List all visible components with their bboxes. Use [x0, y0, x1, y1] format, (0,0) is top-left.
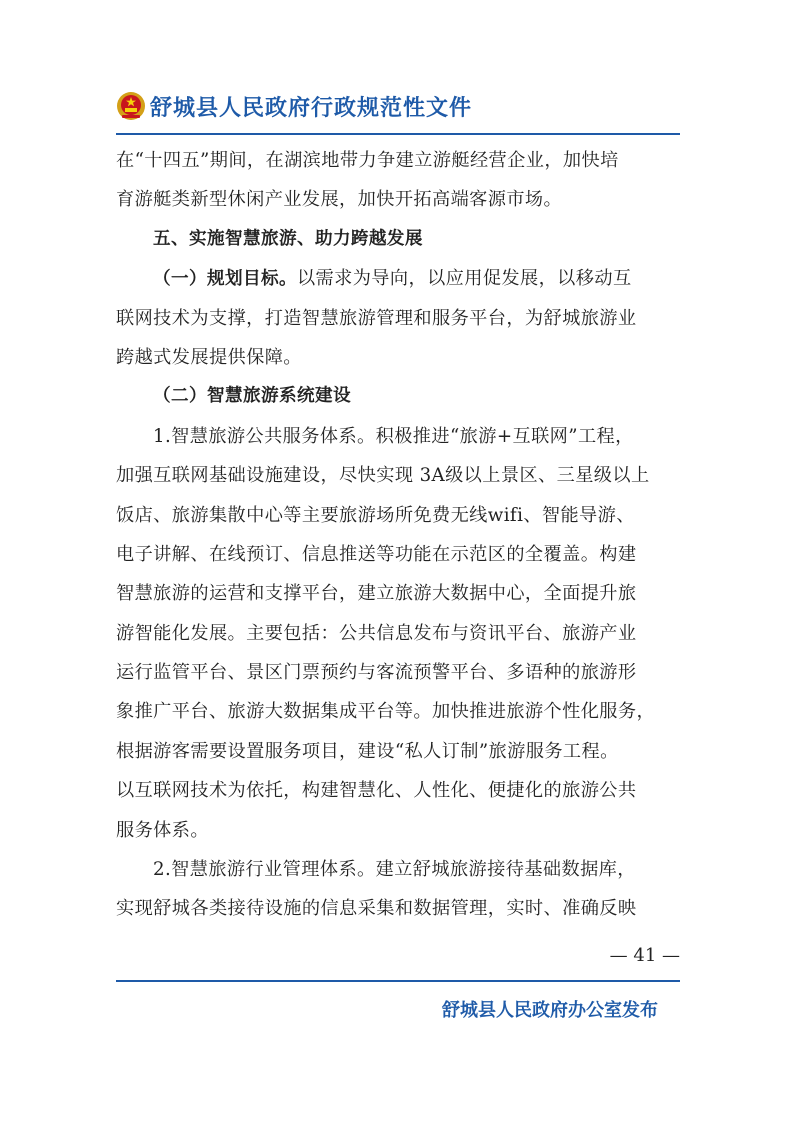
subsection-lead: （一）规划目标。	[153, 269, 297, 290]
subsection-heading: （二）智慧旅游系统建设	[153, 386, 351, 407]
text-line: 加强互联网基础设施建设，尽快实现 3A级以上景区、三星级以上	[116, 465, 650, 487]
header-divider	[116, 133, 680, 135]
document-body	[116, 141, 680, 929]
document-series-title: 舒城县人民政府行政规范性文件	[150, 95, 473, 121]
text-run: 以需求为导向，以应用促发展，以移动互	[296, 268, 632, 290]
text-line: 2.智慧旅游行业管理体系。建立舒城旅游接待基础数据库，	[153, 859, 636, 881]
footer-divider	[116, 980, 680, 982]
text-line: 在“十四五”期间，在湖滨地带力争建立游艇经营企业，加快培	[116, 150, 619, 171]
section-heading: 五、实施智慧旅游、助力跨越发展	[153, 228, 423, 249]
text-line: 1.智慧旅游公共服务体系。积极推进“旅游+互联网”工程，	[153, 425, 634, 447]
page-number: — 41 —	[609, 945, 680, 966]
text-line: 服务体系。	[116, 819, 209, 841]
text-line: 以互联网技术为依托，构建智慧化、人性化、便捷化的旅游公共	[116, 780, 637, 802]
text-line: 根据游客需要设置服务项目，建设“私人订制”旅游服务工程。	[116, 740, 619, 762]
document-header	[116, 86, 472, 126]
text-line: 饭店、旅游集散中心等主要旅游场所免费无线wifi、智能导游、	[116, 504, 635, 526]
text-line: 智慧旅游的运营和支撑平台，建立旅游大数据中心，全面提升旅	[116, 583, 637, 605]
text-line: 运行监管平台、景区门票预约与客流预警平台、多语种的旅游形	[116, 662, 637, 684]
text-line: 实现舒城各类接待设施的信息采集和数据管理，实时、准确反映	[116, 898, 637, 920]
text-line: 跨越式发展提供保障。	[116, 346, 302, 368]
text-line: 游智能化发展。主要包括：公共信息发布与资讯平台、旅游产业	[116, 622, 637, 644]
paragraph-first-line	[116, 259, 680, 298]
text-line: 育游艇类新型休闲产业发展，加快开拓高端客源市场。	[116, 189, 563, 211]
text-line: 联网技术为支撑，打造智慧旅游管理和服务平台，为舒城旅游业	[116, 307, 637, 329]
text-line: 电子讲解、在线预订、信息推送等功能在示范区的全覆盖。构建	[116, 543, 637, 565]
text-line: 象推广平台、旅游大数据集成平台等。加快推进旅游个性化服务，	[116, 701, 656, 723]
national-emblem-icon	[116, 91, 146, 121]
publisher-footer: 舒城县人民政府办公室发布	[442, 1000, 658, 1021]
